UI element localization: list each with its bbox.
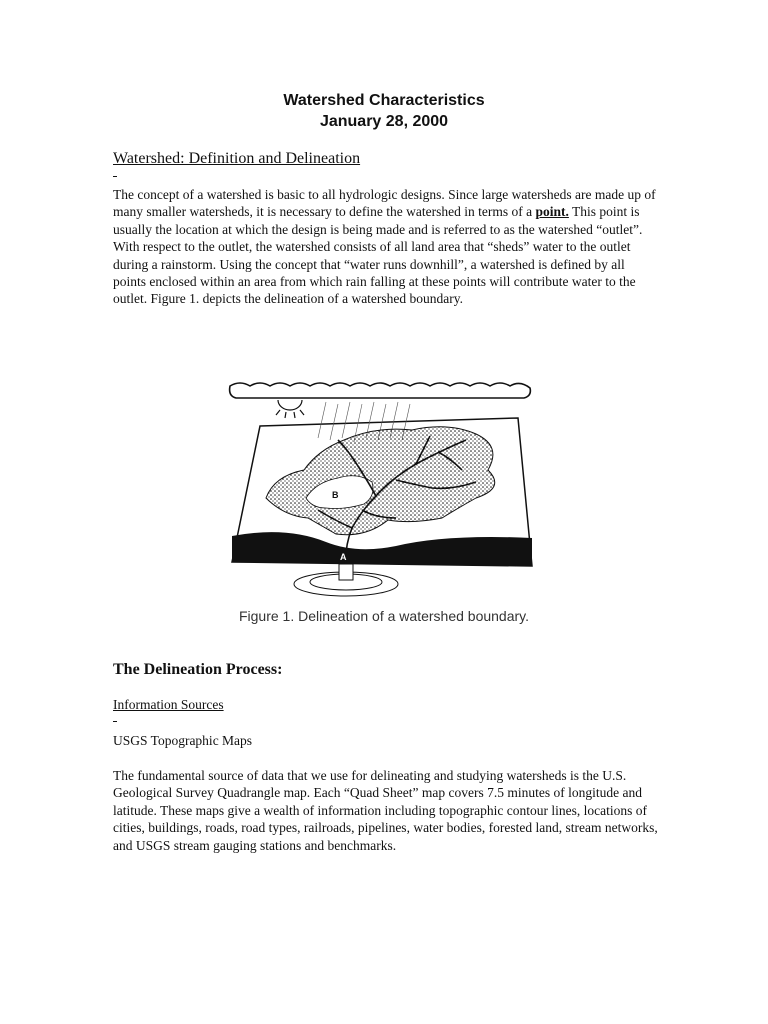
paragraph-text-1: The concept of a watershed is basic to all hydrologic designs. Since large watersheds are made up of many smaller watersheds, it is necessary to define the watershed in terms of a bbox=[113, 187, 656, 220]
marker-dash bbox=[113, 176, 117, 177]
source-title-usgs: USGS Topographic Maps bbox=[113, 733, 253, 748]
cloud-shape bbox=[230, 383, 531, 398]
label-a: A bbox=[340, 552, 347, 562]
sun-icon bbox=[276, 400, 304, 418]
section-heading-definition: Watershed: Definition and Delineation bbox=[113, 150, 361, 167]
watershed-figure bbox=[226, 378, 536, 600]
title-text: Watershed Characteristics bbox=[283, 92, 485, 109]
paragraph-definition bbox=[113, 186, 658, 308]
subheading-information-sources: Information Sources bbox=[113, 697, 224, 712]
marker-dash bbox=[113, 721, 117, 722]
figure-caption: Figure 1. Delineation of a watershed boundary. bbox=[238, 608, 530, 624]
section-heading-process: The Delineation Process: bbox=[113, 661, 283, 678]
document-title bbox=[0, 90, 768, 132]
paragraph-text-2: This point is usually the location at which the design is being made and is referred to as the watershed “outlet”. With respect to the outlet, the watershed consists of all land area that “sheds” water to the outlet during a rainstorm. Using the concept that “water runs downhill”, a watershed is defined by all points enclosed within an area from which rain falling at these points will contribute water to the outlet. Figure 1. depicts the delineation of a watershed boundary. bbox=[113, 204, 643, 307]
emphasis-point: point. bbox=[535, 204, 569, 220]
label-b: B bbox=[332, 490, 339, 500]
date-text: January 28, 2000 bbox=[319, 113, 449, 130]
paragraph-usgs: The fundamental source of data that we use for delineating and studying watersheds is the U.S. Geological Survey Quadrangle map. Each “Quad Sheet” map covers 7.5 minutes of longitude and latitude. These maps give a wealth of information including topographic contour lines, locations of cities, buildings, roads, road types, railroads, pipelines, water bodies, forested land, stream networks, and USGS stream gauging stations and benchmarks. bbox=[113, 768, 658, 853]
